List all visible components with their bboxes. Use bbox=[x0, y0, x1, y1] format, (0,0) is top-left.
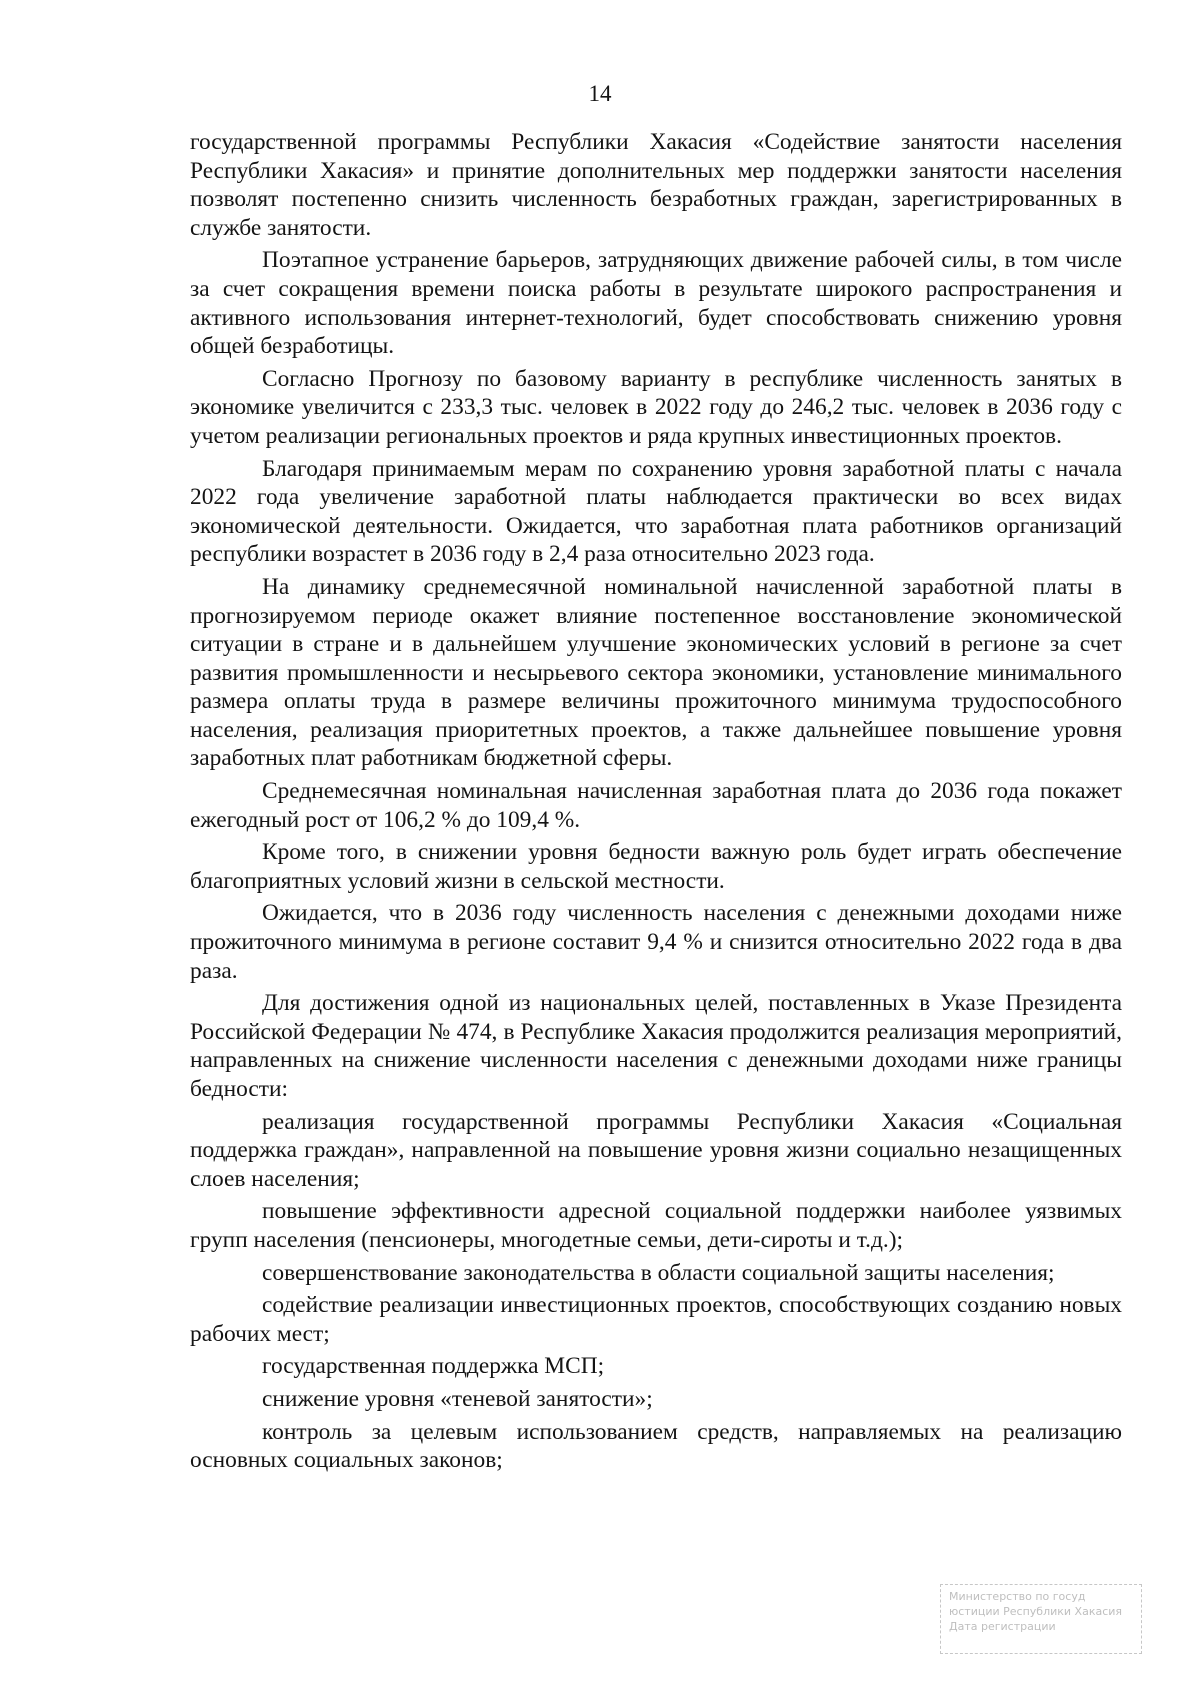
list-item: повышение эффективности адресной социальной поддержки наиболее уязвимых групп населения (пенсионеры, многодетные семьи, дети-сироты и т.д.); bbox=[190, 1198, 1122, 1253]
paragraph: Ожидается, что в 2036 году численность населения с денежными доходами ниже прожиточного минимума в регионе составит 9,4 % и снизится относительно 2022 года в два раза. bbox=[190, 900, 1122, 984]
paragraph: Благодаря принимаемым мерам по сохранению уровня заработной платы с начала 2022 года увеличение заработной платы наблюдается практически во всех видах экономической деятельности. Ожидается, что заработная плата работников организаций республики возрастет в 2036 году в 2,4 раза относительно 2023 года. bbox=[190, 455, 1122, 568]
list-item: содействие реализации инвестиционных проектов, способствующих созданию новых рабочих мест; bbox=[190, 1292, 1122, 1347]
document-body bbox=[190, 128, 1122, 1479]
paragraph: На динамику среднемесячной номинальной начисленной заработной платы в прогнозируемом периоде окажет влияние постепенное восстановление экономической ситуации в стране и в дальнейшем улучшение экономических условий в регионе за счет развития промышленности и несырьевого сектора экономики, установление минимального размера оплаты труда в размере величины прожиточного минимума трудоспособного населения, реализация приоритетных проектов, а также дальнейшее повышение уровня заработных плат работникам бюджетной сферы. bbox=[190, 573, 1122, 772]
stamp-line: Министерство по госуд bbox=[949, 1590, 1086, 1603]
page-number: 14 bbox=[588, 81, 612, 106]
list-item: реализация государственной программы Республики Хакасия «Социальная поддержка граждан», направленной на повышение уровня жизни социально незащищенных слоев населения; bbox=[190, 1108, 1122, 1192]
stamp-line: юстиции Республики Хакасия bbox=[949, 1605, 1123, 1618]
stamp-line: Дата регистрации bbox=[949, 1620, 1056, 1633]
paragraph: Для достижения одной из национальных целей, поставленных в Указе Президента Российской Федерации № 474, в Республике Хакасия продолжится реализация мероприятий, направленных на снижение численности населения с денежными доходами ниже границы бедности: bbox=[190, 990, 1122, 1102]
registration-stamp bbox=[940, 1584, 1142, 1654]
list-item: контроль за целевым использованием средств, направляемых на реализацию основных социальных законов; bbox=[190, 1418, 1122, 1474]
list-item: снижение уровня «теневой занятости»; bbox=[262, 1385, 653, 1412]
paragraph: Кроме того, в снижении уровня бедности важную роль будет играть обеспечение благоприятных условий жизни в сельской местности. bbox=[190, 839, 1122, 894]
paragraph: государственной программы Республики Хакасия «Содействие занятости населения Республики Хакасия» и принятие дополнительных мер поддержки занятости населения позволят постепенно снизить численность безработных граждан, зарегистрированных в службе занятости. bbox=[190, 129, 1122, 241]
list-item: совершенствование законодательства в области социальной защиты населения; bbox=[262, 1259, 1055, 1286]
list-item: государственная поддержка МСП; bbox=[262, 1353, 605, 1380]
paragraph: Согласно Прогнозу по базовому варианту в республике численность занятых в экономике увеличится с 233,3 тыс. человек в 2022 году до 246,2 тыс. человек в 2036 году с учетом реализации региональных проектов и ряда крупных инвестиционных проектов. bbox=[190, 365, 1122, 449]
paragraph: Поэтапное устранение барьеров, затрудняющих движение рабочей силы, в том числе за счет сокращения времени поиска работы в результате широкого распространения и активного использования интернет-технологий, будет способствовать снижению уровня общей безработицы. bbox=[190, 247, 1122, 360]
paragraph: Среднемесячная номинальная начисленная заработная плата до 2036 года покажет ежегодный рост от 106,2 % до 109,4 %. bbox=[190, 778, 1122, 833]
